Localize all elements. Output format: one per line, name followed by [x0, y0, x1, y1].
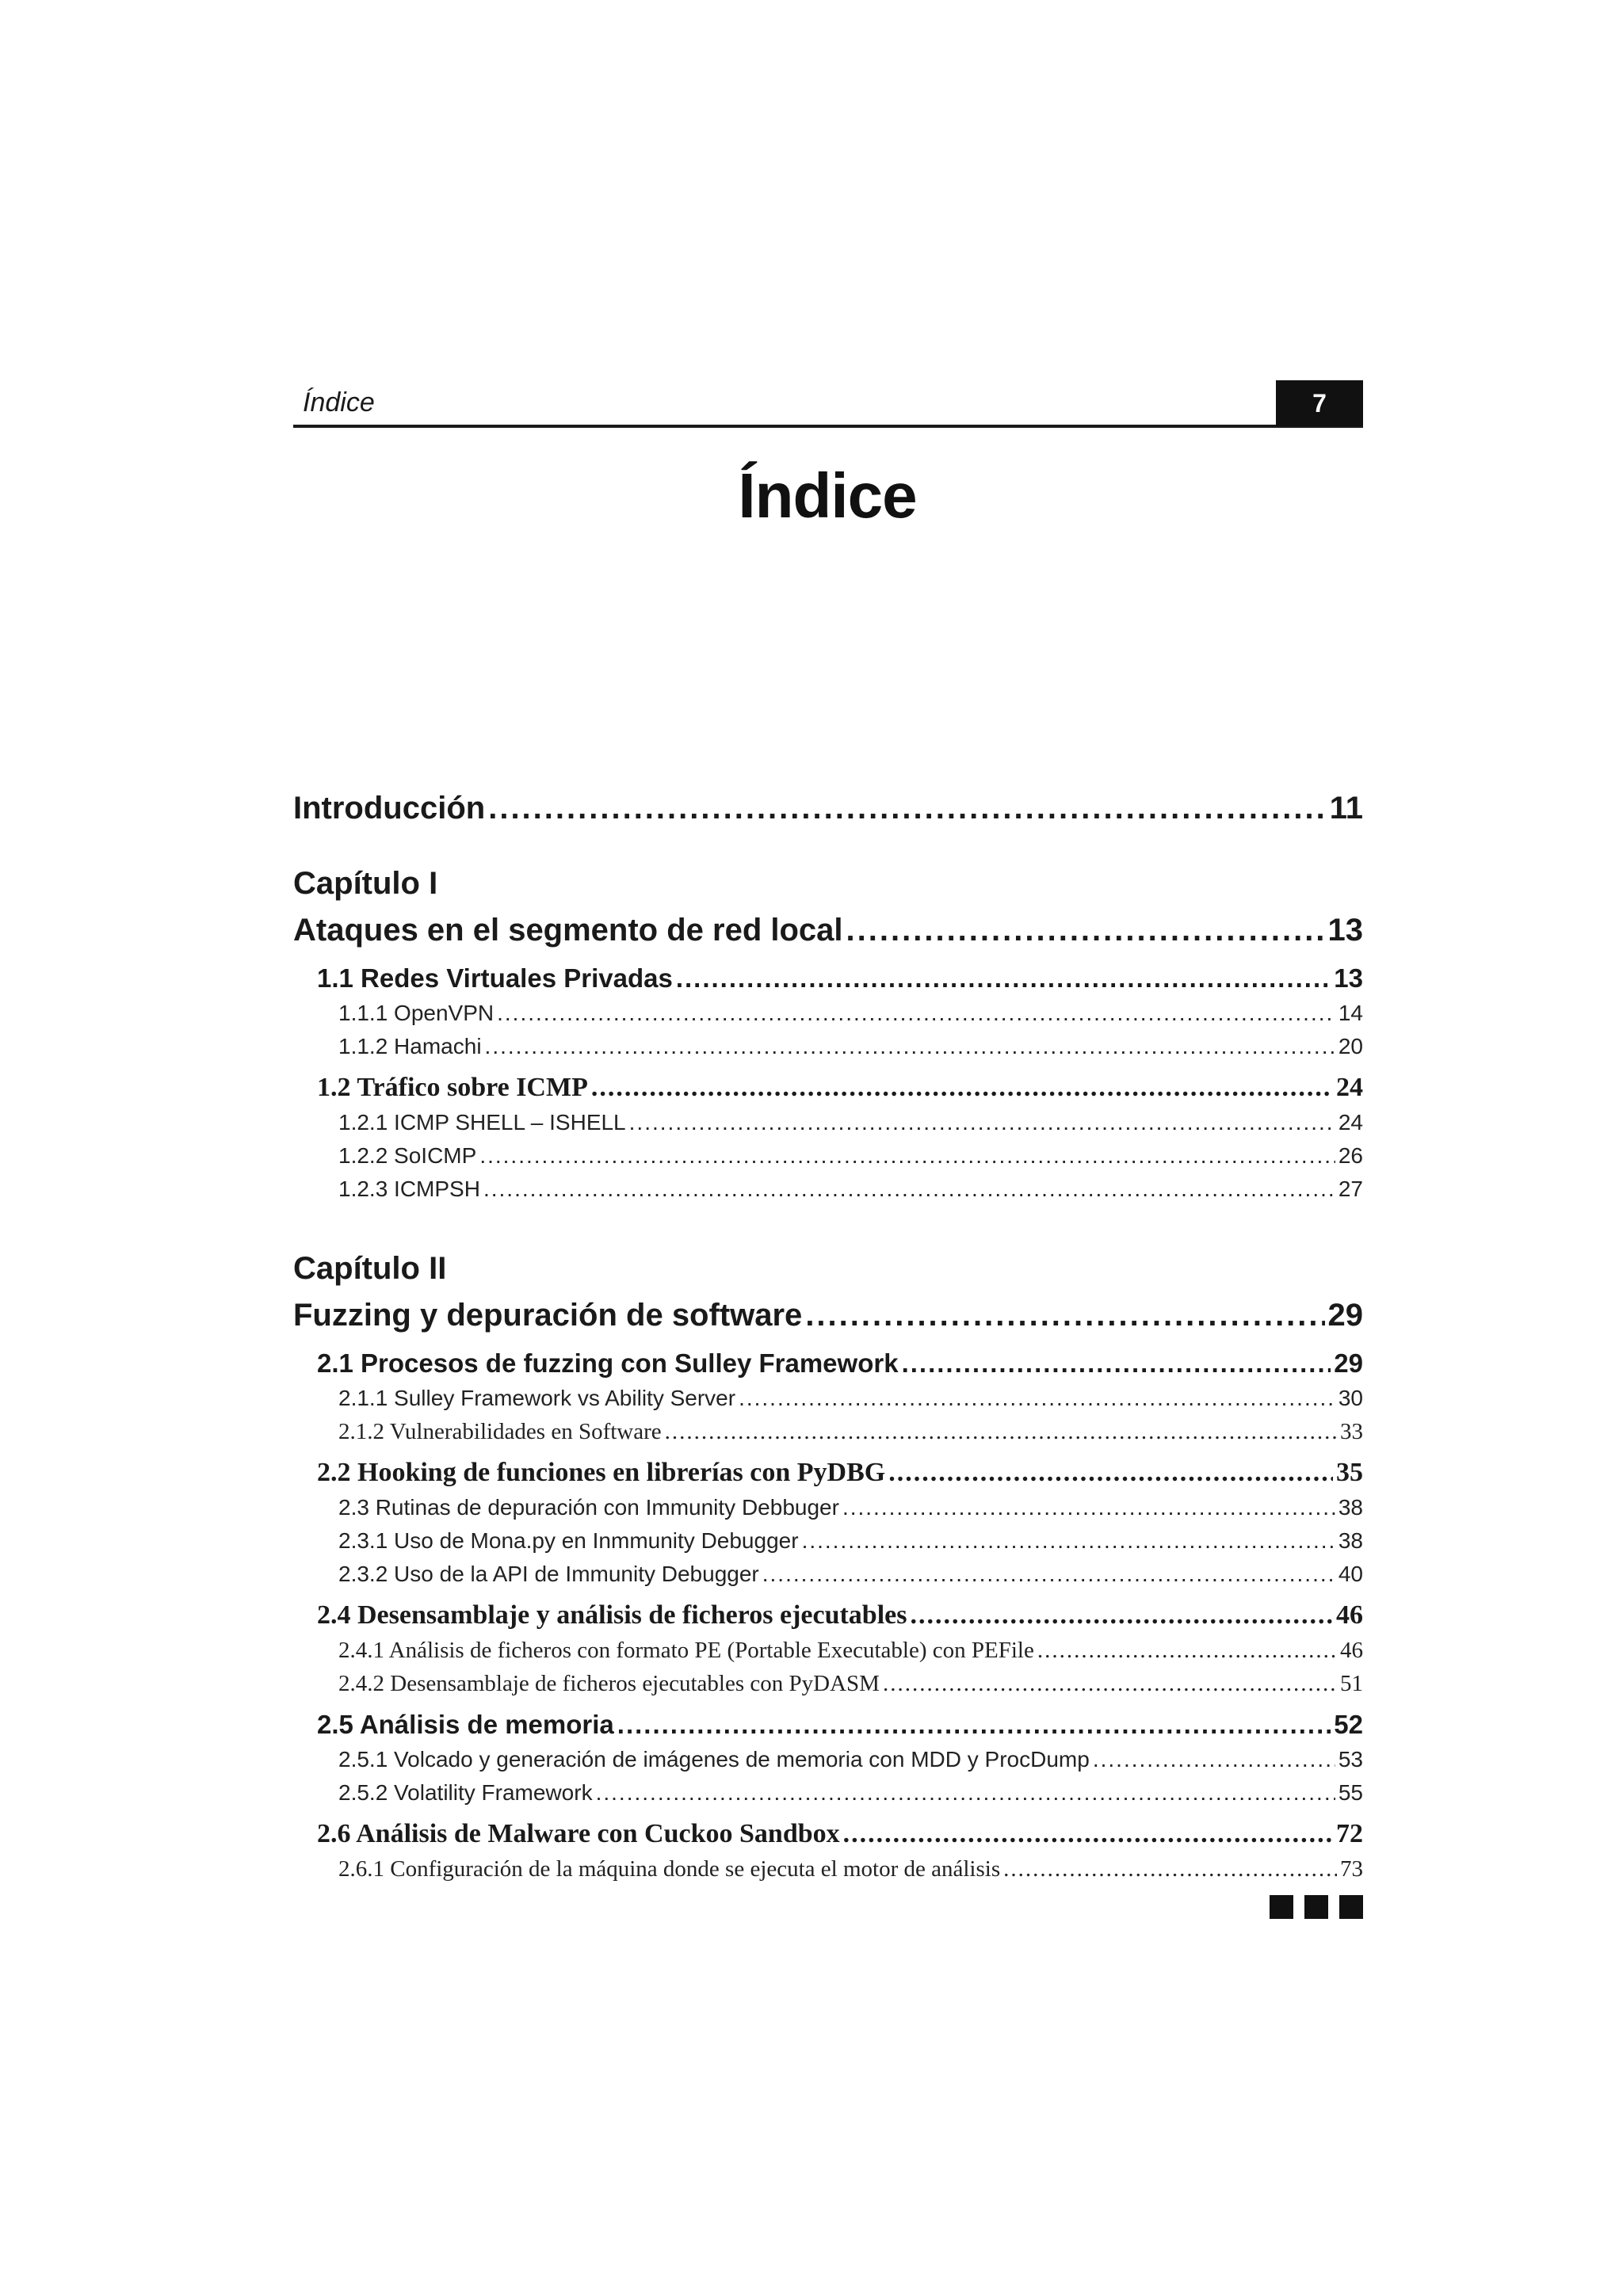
dot-leader [488, 784, 1326, 832]
toc-subsection[interactable] [293, 1776, 1363, 1810]
toc-subsection-label: 1.2.3 ICMPSH [338, 1177, 480, 1201]
dot-leader [479, 1139, 1335, 1173]
toc-subsection[interactable] [293, 1634, 1363, 1667]
toc-section-page: 35 [1336, 1458, 1363, 1487]
toc-section-label: 2.2 Hooking de funciones en librerías con PyDBG [317, 1458, 886, 1487]
toc-entry-label: Fuzzing y depuración de software [293, 1298, 803, 1333]
toc-section[interactable] [293, 1070, 1363, 1106]
dot-leader [888, 1455, 1333, 1491]
toc-subsection[interactable] [293, 1139, 1363, 1173]
toc-subsection-page: 40 [1338, 1562, 1363, 1586]
toc-subsection[interactable] [293, 997, 1363, 1030]
toc-entry-chapter-title[interactable] [293, 906, 1363, 954]
toc-section[interactable] [293, 1707, 1363, 1743]
toc-subsection-page: 53 [1338, 1747, 1363, 1772]
toc-subsection-label: 1.1.1 OpenVPN [338, 1001, 495, 1025]
square-mark-icon [1270, 1895, 1293, 1919]
dot-leader [1093, 1743, 1335, 1776]
page-number: 7 [1276, 380, 1363, 426]
toc-subsection-label: 2.3.1 Uso de Mona.py en Inmmunity Debugger [338, 1528, 799, 1553]
toc-subsection[interactable] [293, 1667, 1363, 1700]
dot-leader [843, 1816, 1333, 1852]
toc-subsection-page: 26 [1338, 1143, 1363, 1168]
toc-section[interactable] [293, 1816, 1363, 1852]
toc-subsection[interactable] [293, 1382, 1363, 1415]
dot-leader [596, 1776, 1335, 1810]
toc-section[interactable] [293, 1345, 1363, 1382]
toc-section-label: 2.1 Procesos de fuzzing con Sulley Framework [317, 1348, 899, 1378]
chapter-heading: Capítulo I [293, 866, 438, 901]
square-mark-icon [1304, 1895, 1328, 1919]
toc-subsection-label: 2.3.2 Uso de la API de Immunity Debugger [338, 1562, 759, 1586]
dot-leader [739, 1382, 1335, 1415]
toc-subsection-label: 2.3 Rutinas de depuración con Immunity Debbuger [338, 1495, 839, 1520]
toc-section-label: 2.5 Análisis de memoria [317, 1710, 614, 1739]
toc-subsection-page: 33 [1340, 1419, 1363, 1444]
dot-leader [846, 906, 1325, 954]
toc-entry-page: 11 [1329, 791, 1363, 826]
page-title: Índice [738, 460, 917, 531]
running-title: Índice [303, 387, 375, 418]
dot-leader [1003, 1852, 1337, 1886]
dot-leader [665, 1415, 1337, 1448]
toc-entry-introduccion[interactable] [293, 784, 1363, 832]
toc-subsection-label: 1.1.2 Hamachi [338, 1034, 482, 1058]
square-mark-icon [1339, 1895, 1363, 1919]
toc-section-label: 2.6 Análisis de Malware con Cuckoo Sandbox [317, 1819, 840, 1848]
toc-section[interactable] [293, 1455, 1363, 1491]
toc-subsection-label: 2.6.1 Configuración de la máquina donde se ejecuta el motor de análisis [338, 1856, 1001, 1882]
toc-section-page: 46 [1336, 1600, 1363, 1630]
dot-leader [805, 1291, 1324, 1339]
toc-subsection-page: 38 [1338, 1495, 1363, 1520]
dot-leader [1037, 1634, 1337, 1667]
toc-subsection[interactable] [293, 1491, 1363, 1524]
toc-subsection[interactable] [293, 1173, 1363, 1206]
toc-subsection-label: 2.5.2 Volatility Framework [338, 1780, 593, 1805]
toc-subsection[interactable] [293, 1524, 1363, 1558]
dot-leader [629, 1106, 1335, 1139]
toc-entry-label: Introducción [293, 791, 486, 826]
chapter-heading: Capítulo II [293, 1251, 447, 1286]
dot-leader [883, 1667, 1337, 1700]
toc-subsection-page: 38 [1338, 1528, 1363, 1553]
dot-leader [497, 997, 1335, 1030]
toc-subsection-page: 73 [1340, 1856, 1363, 1882]
dot-leader [617, 1707, 1331, 1743]
toc-entry-page: 29 [1327, 1298, 1363, 1333]
toc-subsection-page: 20 [1338, 1034, 1363, 1058]
toc-subsection[interactable] [293, 1743, 1363, 1776]
toc-entry-chapter-title[interactable] [293, 1291, 1363, 1339]
toc-section[interactable] [293, 1597, 1363, 1634]
toc-subsection[interactable] [293, 1106, 1363, 1139]
toc-subsection-page: 51 [1340, 1671, 1363, 1696]
toc-subsection[interactable] [293, 1415, 1363, 1448]
toc-section-page: 13 [1334, 963, 1363, 993]
toc-subsection-label: 2.4.1 Análisis de ficheros con formato PE (Portable Executable) con PEFile [338, 1638, 1034, 1663]
dot-leader [762, 1558, 1335, 1591]
toc-subsection-page: 27 [1338, 1177, 1363, 1201]
dot-leader [591, 1070, 1333, 1106]
dot-leader [842, 1491, 1335, 1524]
toc-entry-label: Ataques en el segmento de red local [293, 913, 843, 948]
toc-section-label: 2.4 Desensamblaje y análisis de ficheros ejecutables [317, 1600, 907, 1630]
toc-section-label: 1.2 Tráfico sobre ICMP [317, 1073, 588, 1102]
toc-section-label: 1.1 Redes Virtuales Privadas [317, 963, 673, 993]
running-header [293, 379, 1363, 428]
toc-subsection-page: 46 [1340, 1638, 1363, 1663]
dot-leader [910, 1597, 1333, 1634]
dot-leader [902, 1345, 1331, 1382]
toc-subsection-label: 2.5.1 Volcado y generación de imágenes de memoria con MDD y ProcDump [338, 1747, 1090, 1772]
toc-subsection-page: 30 [1338, 1386, 1363, 1410]
toc-section-page: 52 [1334, 1710, 1363, 1739]
toc-section-page: 29 [1334, 1348, 1363, 1378]
toc-subsection-page: 55 [1338, 1780, 1363, 1805]
table-of-contents [293, 784, 1363, 1886]
dot-leader [485, 1030, 1335, 1063]
toc-subsection[interactable] [293, 1852, 1363, 1886]
toc-subsection-label: 1.2.2 SoICMP [338, 1143, 477, 1168]
toc-subsection-page: 24 [1338, 1110, 1363, 1135]
dot-leader [483, 1173, 1335, 1206]
toc-subsection-label: 1.2.1 ICMP SHELL – ISHELL [338, 1110, 626, 1135]
toc-subsection[interactable] [293, 1030, 1363, 1063]
toc-subsection-page: 14 [1338, 1001, 1363, 1025]
toc-subsection[interactable] [293, 1558, 1363, 1591]
toc-section-page: 24 [1336, 1073, 1363, 1102]
toc-section[interactable] [293, 960, 1363, 997]
toc-subsection-label: 2.1.1 Sulley Framework vs Ability Server [338, 1386, 736, 1410]
toc-entry-page: 13 [1327, 913, 1363, 948]
dot-leader [676, 960, 1331, 997]
dot-leader [802, 1524, 1335, 1558]
toc-subsection-label: 2.4.2 Desensamblaje de ficheros ejecutables con PyDASM [338, 1671, 880, 1696]
toc-section-page: 72 [1336, 1819, 1363, 1848]
toc-subsection-label: 2.1.2 Vulnerabilidades en Software [338, 1419, 662, 1444]
end-of-section-marks [1270, 1895, 1363, 1919]
